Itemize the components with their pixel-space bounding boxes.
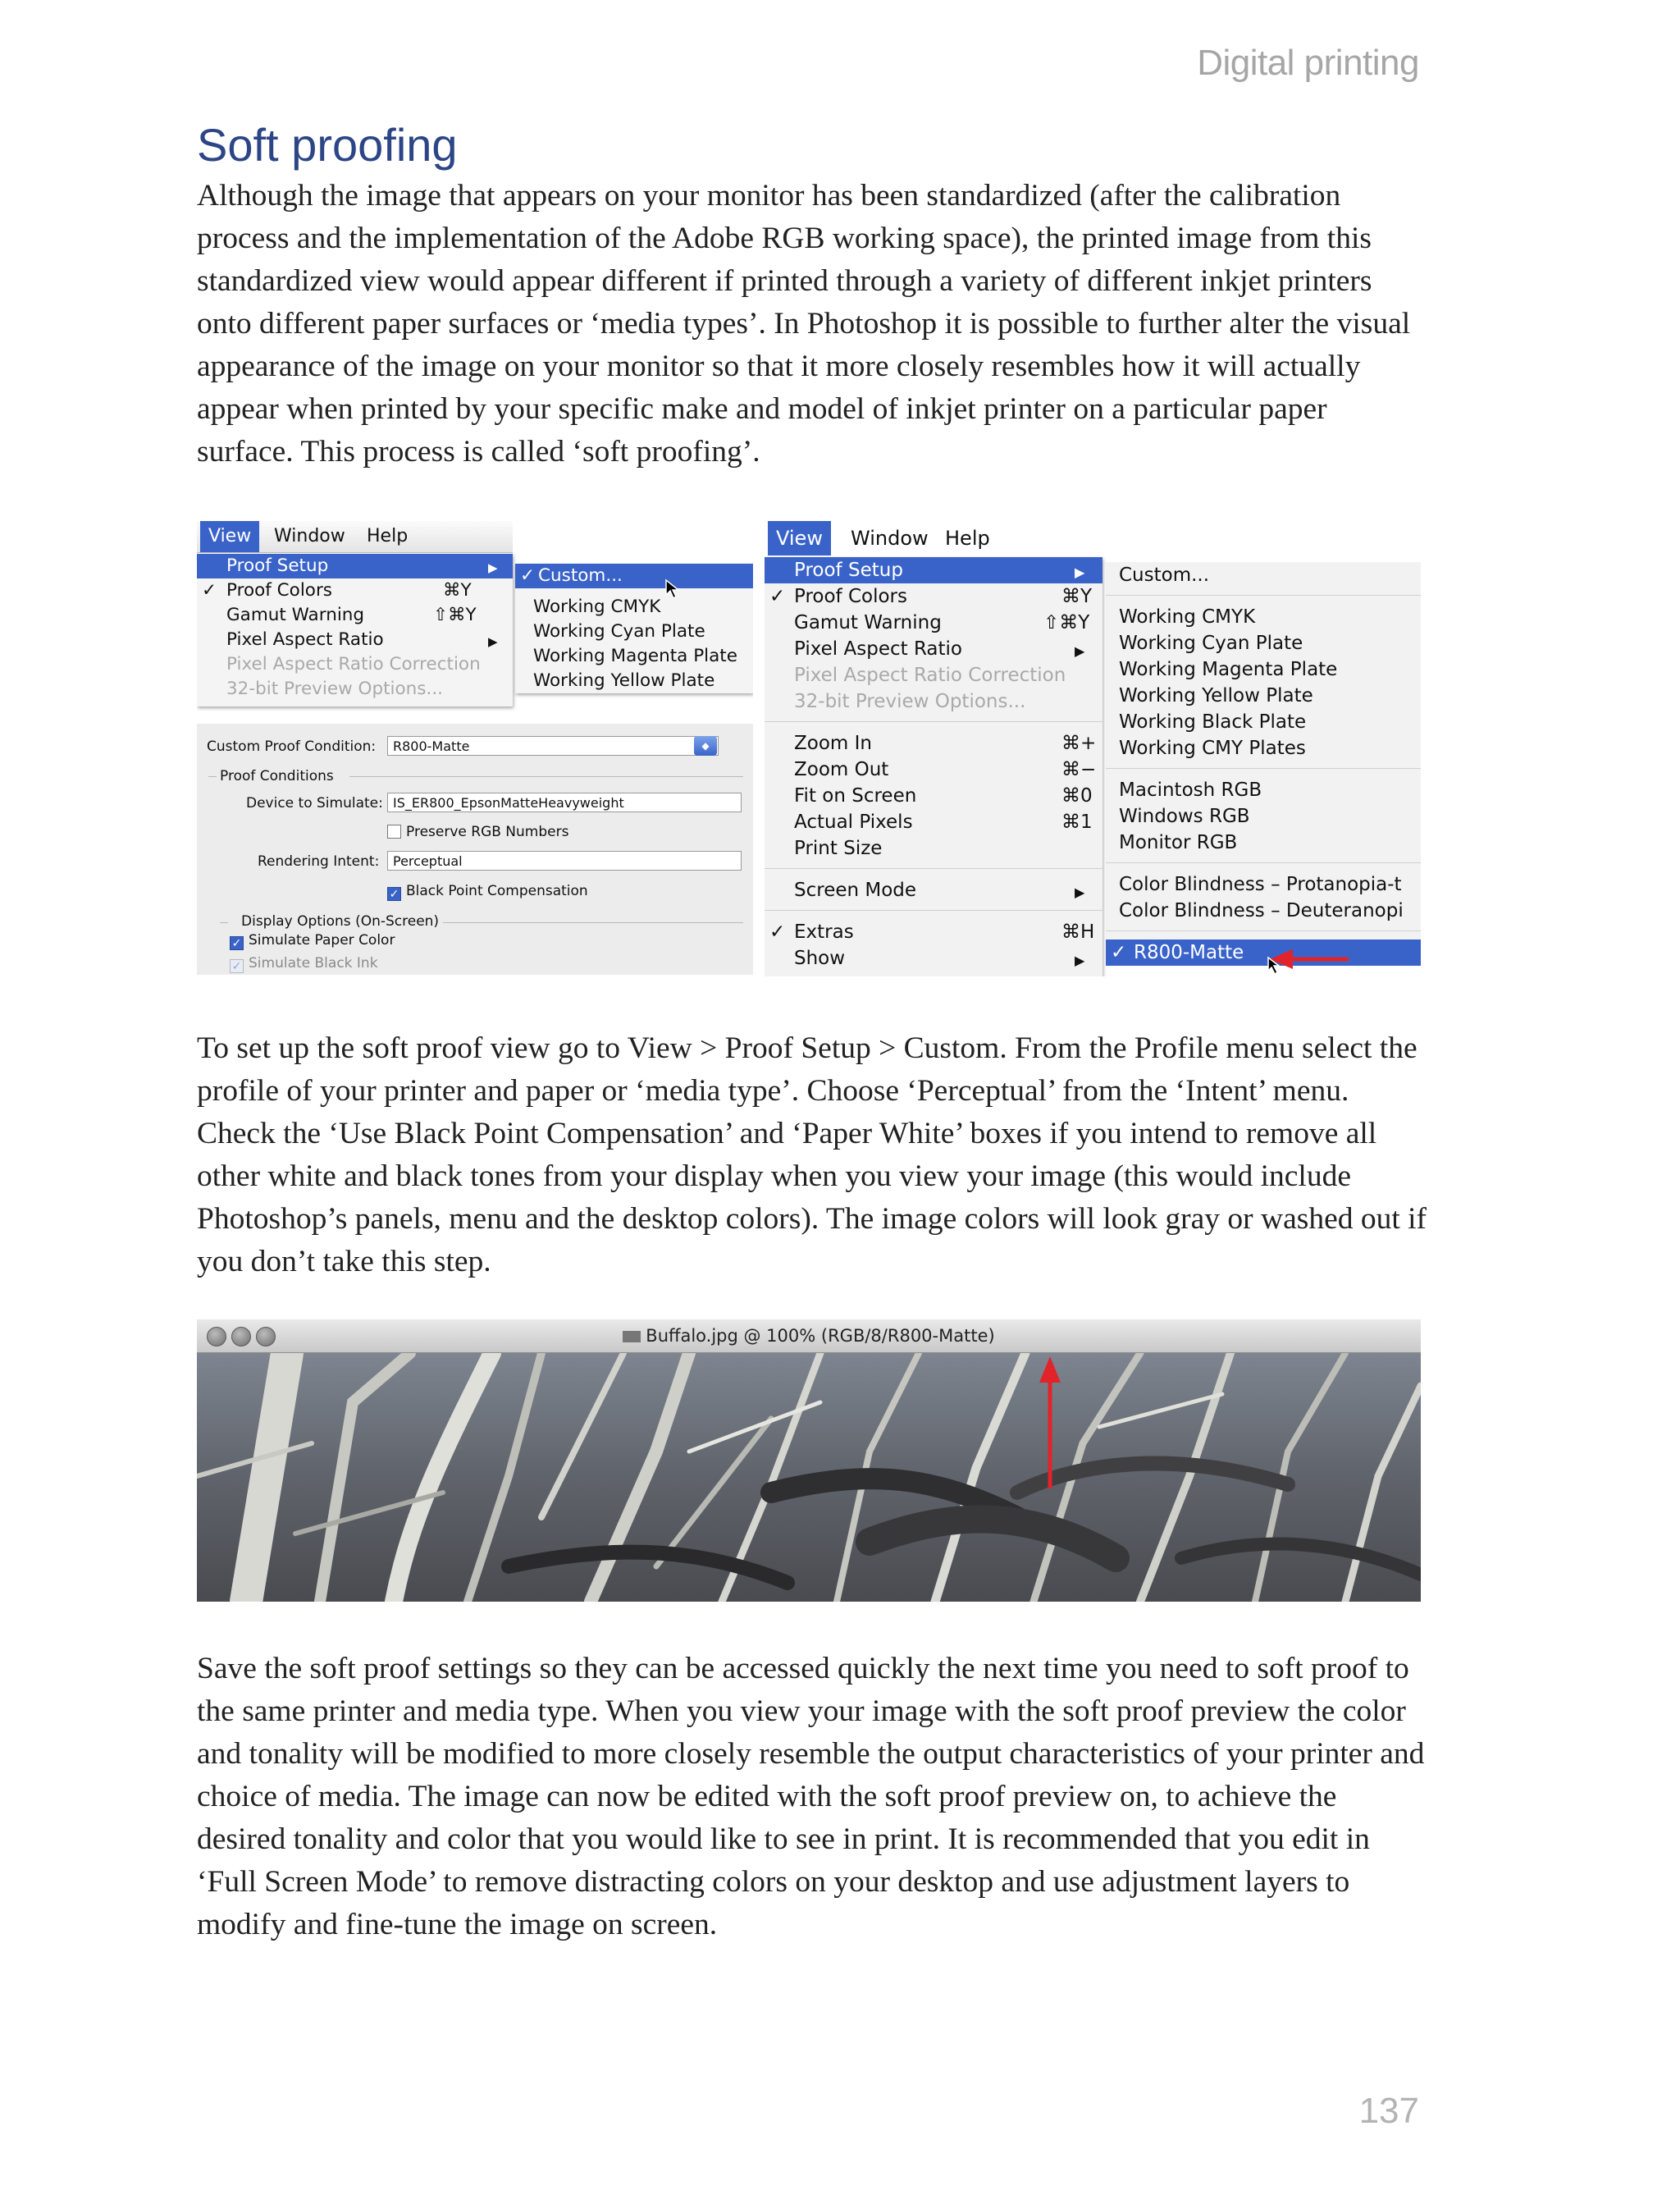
submenu-item-working-yellow[interactable]: Working Yellow Plate bbox=[1119, 685, 1313, 706]
running-head: Digital printing bbox=[1197, 43, 1419, 83]
intent-label: Rendering Intent: bbox=[258, 853, 380, 870]
checkmark-icon: ✓ bbox=[769, 921, 786, 943]
menu-separator bbox=[1106, 930, 1421, 931]
menu-item-fit-on-screen[interactable]: Fit on Screen ⌘0 bbox=[765, 783, 1102, 809]
checkmark-icon: ✓ bbox=[520, 565, 536, 586]
proof-conditions-group-label: Proof Conditions bbox=[220, 768, 334, 784]
submenu-item-working-magenta[interactable]: Working Magenta Plate bbox=[533, 646, 737, 666]
shortcut: ⌘0 bbox=[1061, 785, 1093, 807]
screenshot-view-menu-large bbox=[765, 521, 1421, 976]
submenu-item-windows-rgb[interactable]: Windows RGB bbox=[1119, 806, 1250, 827]
page-number: 137 bbox=[1358, 2091, 1419, 2131]
view-menu-dropdown bbox=[765, 557, 1102, 976]
submenu-item-macintosh-rgb[interactable]: Macintosh RGB bbox=[1119, 780, 1262, 801]
menu-separator bbox=[765, 721, 1102, 722]
menubar bbox=[765, 521, 1102, 556]
checkbox-checked-icon: ✓ bbox=[230, 936, 244, 950]
shortcut: ⌘− bbox=[1061, 759, 1097, 780]
window-title: Buffalo.jpg @ 100% (RGB/8/R800-Matte) bbox=[197, 1319, 1421, 1352]
intent-select[interactable]: Perceptual bbox=[387, 851, 742, 871]
menu-item-proof-setup[interactable]: Proof Setup ▶ bbox=[765, 557, 1102, 583]
menu-item-32bit-preview: 32-bit Preview Options... bbox=[794, 691, 1026, 712]
menu-window[interactable]: Window bbox=[274, 526, 345, 546]
simulate-paper-checkbox[interactable]: ✓ Simulate Paper Color bbox=[230, 932, 395, 950]
menu-item-pixel-aspect-correction: Pixel Aspect Ratio Correction bbox=[226, 654, 481, 674]
submenu-arrow-icon: ▶ bbox=[488, 634, 498, 649]
mouse-cursor-icon bbox=[664, 578, 681, 600]
submenu-item-custom[interactable]: ✓ Custom... bbox=[515, 564, 753, 588]
checkmark-icon: ✓ bbox=[202, 580, 217, 601]
menu-item-zoom-out[interactable]: Zoom Out ⌘− bbox=[765, 757, 1102, 783]
shortcut: ⌘+ bbox=[1061, 733, 1097, 754]
menu-item-proof-setup[interactable]: Proof Setup ▶ bbox=[197, 554, 513, 578]
mouse-cursor-icon bbox=[1267, 956, 1281, 976]
menu-item-print-size[interactable]: Print Size bbox=[794, 838, 883, 859]
window-titlebar bbox=[197, 1319, 1421, 1353]
menu-item-32bit-preview: 32-bit Preview Options... bbox=[226, 679, 443, 699]
preserve-rgb-checkbox[interactable]: Preserve RGB Numbers bbox=[387, 824, 568, 840]
menu-item-screen-mode[interactable]: Screen Mode ▶ bbox=[765, 877, 1102, 903]
checkmark-icon: ✓ bbox=[769, 586, 786, 607]
submenu-item-working-cmy[interactable]: Working CMY Plates bbox=[1119, 738, 1306, 759]
device-label: Device to Simulate: bbox=[246, 795, 383, 812]
submenu-item-monitor-rgb[interactable]: Monitor RGB bbox=[1119, 832, 1238, 853]
body-paragraph-setup: To set up the soft proof view go to View > Proof Setup > Custom. From the Profile menu select the profile of your printer and paper or ‘media type’. Choose ‘Perceptual’ from the ‘Intent’ menu. Check the ‘Use Black Point Compensation’ and ‘Paper White’ boxes if you intend to remove all other white and black tones from your display when you view your image (this would include Photoshop’s panels, menu and the desktop colors). The image colors will look gray or washed out if you don’t take this step. bbox=[197, 1031, 1427, 1278]
submenu-arrow-icon: ▶ bbox=[1075, 643, 1085, 659]
shortcut: ⇧⌘Y bbox=[433, 605, 477, 625]
submenu-item-working-black[interactable]: Working Black Plate bbox=[1119, 711, 1307, 733]
menu-item-zoom-in[interactable]: Zoom In ⌘+ bbox=[765, 730, 1102, 757]
shortcut: ⌘1 bbox=[1061, 812, 1093, 833]
submenu-item-working-yellow[interactable]: Working Yellow Plate bbox=[533, 670, 715, 691]
menubar bbox=[197, 521, 513, 553]
select-stepper-icon[interactable]: ◆ bbox=[694, 736, 717, 756]
menu-separator bbox=[1106, 862, 1421, 863]
proof-setup-submenu bbox=[1106, 562, 1421, 966]
submenu-item-working-cmyk[interactable]: Working CMYK bbox=[533, 597, 661, 617]
condition-select[interactable]: R800-Matte bbox=[387, 736, 719, 756]
menu-item-gamut-warning[interactable]: Gamut Warning ⇧⌘Y bbox=[197, 603, 513, 628]
view-menu-dropdown bbox=[197, 554, 513, 706]
section-title: Soft proofing bbox=[197, 119, 458, 171]
submenu-arrow-icon: ▶ bbox=[1075, 885, 1085, 900]
screenshot-proof-dialog bbox=[197, 724, 753, 975]
shortcut: ⌘Y bbox=[443, 580, 472, 601]
menu-item-pixel-aspect-ratio[interactable]: Pixel Aspect Ratio ▶ bbox=[197, 628, 513, 652]
menu-help[interactable]: Help bbox=[367, 526, 409, 546]
submenu-item-working-cmyk[interactable]: Working CMYK bbox=[1119, 606, 1256, 628]
checkbox-empty-icon bbox=[387, 825, 401, 839]
screenshot-photo-window bbox=[197, 1319, 1421, 1602]
submenu-item-working-cyan[interactable]: Working Cyan Plate bbox=[533, 621, 705, 642]
menu-item-proof-colors[interactable]: ✓ Proof Colors ⌘Y bbox=[197, 578, 513, 603]
body-paragraph-intro: Although the image that appears on your monitor has been standardized (after the calibration process and the implementation of the Adobe RGB working space), the printed image from this standardized view would appear different if printed through a variety of different inkjet printers onto different paper surfaces or ‘media types’. In Photoshop it is possible to further alter the visual appearance of the image on your monitor so that it more closely resembles how it will actually appear when printed by your specific make and model of inkjet printer on a particular paper surface. This process is called ‘soft proofing’. bbox=[197, 179, 1411, 469]
device-select[interactable]: IS_ER800_EpsonMatteHeavyweight bbox=[387, 793, 742, 812]
menu-separator bbox=[765, 868, 1102, 869]
checkbox-checked-icon: ✓ bbox=[387, 887, 401, 901]
menu-item-actual-pixels[interactable]: Actual Pixels ⌘1 bbox=[765, 809, 1102, 835]
menu-view[interactable]: View bbox=[200, 521, 259, 552]
submenu-item-custom[interactable]: Custom... bbox=[1119, 565, 1210, 586]
submenu-item-protanopia[interactable]: Color Blindness – Protanopia-t bbox=[1119, 874, 1402, 895]
menu-help[interactable]: Help bbox=[945, 527, 990, 550]
submenu-item-r800-matte[interactable]: ✓ R800-Matte bbox=[1106, 940, 1421, 966]
menu-view[interactable]: View bbox=[768, 521, 831, 556]
document-icon bbox=[623, 1331, 641, 1342]
shortcut: ⌘H bbox=[1061, 921, 1095, 943]
buffalo-photo bbox=[197, 1353, 1421, 1602]
bpc-checkbox[interactable]: ✓ Black Point Compensation bbox=[387, 883, 588, 901]
submenu-arrow-icon: ▶ bbox=[488, 560, 498, 575]
submenu-item-working-cyan[interactable]: Working Cyan Plate bbox=[1119, 633, 1303, 654]
menu-window[interactable]: Window bbox=[851, 527, 929, 550]
submenu-item-deuteranopia[interactable]: Color Blindness – Deuteranopi bbox=[1119, 900, 1404, 921]
menu-item-pixel-aspect-correction: Pixel Aspect Ratio Correction bbox=[794, 665, 1066, 686]
menu-separator bbox=[1106, 768, 1421, 769]
checkmark-icon: ✓ bbox=[1111, 942, 1127, 963]
body-paragraph-save: Save the soft proof settings so they can be accessed quickly the next time you need to soft proof to the same printer and media type. When you view your image with the soft proof preview the color and tonality will be modified to more closely resemble the output characteristics of your printer and choice of media. The image can now be edited with the soft proof preview on, to achieve the desired tonality and color that you would like to see in print. It is recommended that you edit in ‘Full Screen Mode’ to remove distracting colors on your desktop and use adjustment layers to modify and fine-tune the image on screen. bbox=[197, 1652, 1425, 1941]
screenshot-view-menu-small bbox=[197, 521, 753, 715]
menu-item-gamut-warning[interactable]: Gamut Warning ⇧⌘Y bbox=[765, 610, 1102, 636]
condition-label: Custom Proof Condition: bbox=[207, 738, 377, 755]
shortcut: ⌘Y bbox=[1061, 586, 1093, 607]
simulate-ink-checkbox[interactable]: ✓ Simulate Black Ink bbox=[230, 955, 378, 973]
menu-item-pixel-aspect-ratio[interactable]: Pixel Aspect Ratio ▶ bbox=[765, 636, 1102, 662]
submenu-arrow-icon: ▶ bbox=[1075, 953, 1085, 968]
menu-item-proof-colors[interactable]: ✓ Proof Colors ⌘Y bbox=[765, 583, 1102, 610]
checkbox-dim-icon: ✓ bbox=[230, 959, 244, 973]
menu-separator bbox=[765, 910, 1102, 911]
submenu-arrow-icon: ▶ bbox=[1075, 565, 1085, 580]
proof-setup-submenu bbox=[515, 564, 753, 693]
display-options-group-label: Display Options (On-Screen) bbox=[241, 913, 440, 930]
shortcut: ⇧⌘Y bbox=[1043, 612, 1090, 633]
menu-separator bbox=[1106, 595, 1421, 596]
submenu-item-working-magenta[interactable]: Working Magenta Plate bbox=[1119, 659, 1338, 680]
menu-item-extras[interactable]: ✓ Extras ⌘H bbox=[765, 919, 1102, 945]
menu-item-show[interactable]: Show ▶ bbox=[765, 945, 1102, 972]
